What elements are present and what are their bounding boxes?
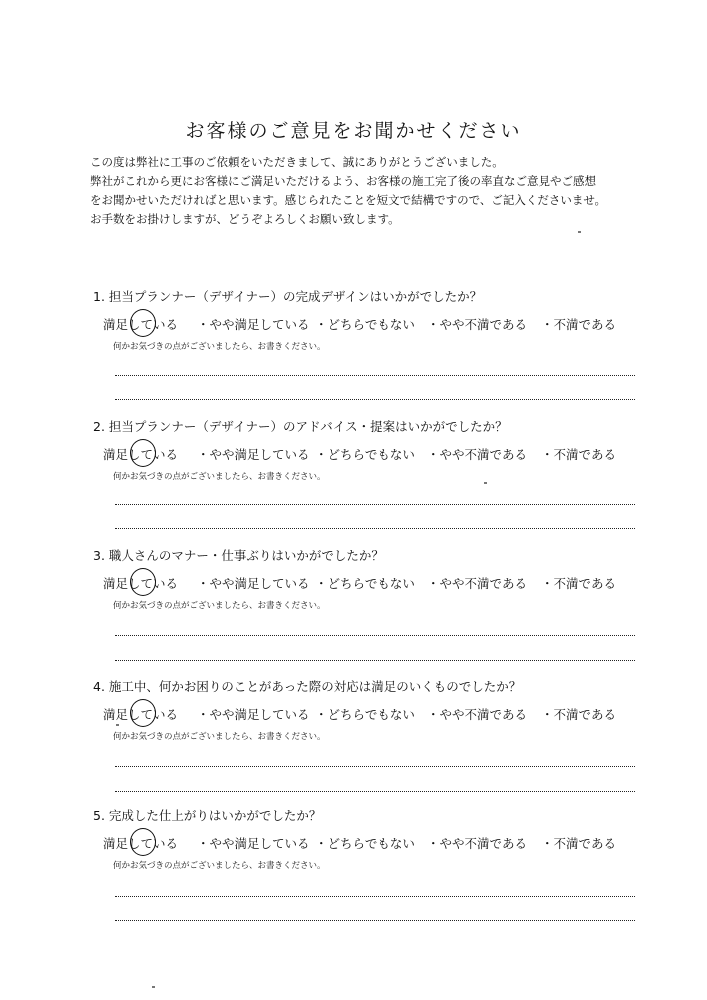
answer-options [93,705,653,725]
option-somewhat-satisfied[interactable]: ・やや満足している [197,576,310,591]
intro-text [90,153,650,229]
comment-line[interactable] [115,635,635,636]
scan-speck [152,986,155,988]
option-somewhat-satisfied[interactable]: ・やや満足している [197,447,310,462]
comment-line[interactable] [115,766,635,767]
question-title: 3. 職人さんのマナー・仕事ぶりはいかがでしたか？ [93,548,384,563]
intro-line: 弊社がこれから更にお客様にご満足いただけるよう、お客様の施工完了後の率直なご意見やご感想 [90,174,596,188]
intro-line: をお聞かせいただければと思います。感じられたことを短文で結構ですので、ご記入くださいませ。 [90,193,606,207]
option-satisfied[interactable]: 満足している [103,447,179,462]
intro-line: この度は弊社に工事のご依頼をいただきまして、誠にありがとうございました。 [90,155,504,169]
selection-circle [130,699,156,727]
question-3 [93,546,653,611]
comment-line[interactable] [115,660,635,661]
question-4 [93,677,653,742]
option-somewhat-satisfied[interactable]: ・やや満足している [197,836,310,851]
comment-line[interactable] [115,504,635,505]
option-somewhat-satisfied[interactable]: ・やや満足している [197,707,310,722]
option-somewhat-dissatisfied[interactable]: ・やや不満である [427,707,528,722]
option-neutral[interactable]: ・どちらでもない [315,707,415,722]
answer-options [93,834,653,854]
question-title: 4. 施工中、何かお困りのことがあった際の対応は満足のいくものでしたか？ [93,679,522,694]
option-neutral[interactable]: ・どちらでもない [315,317,415,332]
comment-hint: 何かお気づきの点がございましたら、お書きください。 [113,601,326,611]
question-title: 1. 担当プランナー（デザイナー）の完成デザインはいかがでしたか？ [93,289,483,304]
answer-options [93,574,653,594]
selection-circle [130,828,156,856]
selection-circle [130,439,156,467]
comment-hint: 何かお気づきの点がございましたら、お書きください。 [113,861,326,871]
question-title: 5. 完成した仕上がりはいかがでしたか？ [93,808,322,823]
answer-options [93,445,653,465]
option-neutral[interactable]: ・どちらでもない [315,836,415,851]
option-dissatisfied[interactable]: ・不満である [541,576,617,591]
answer-options [93,315,653,335]
option-dissatisfied[interactable]: ・不満である [541,836,617,851]
option-neutral[interactable]: ・どちらでもない [315,576,415,591]
scan-speck [116,724,119,726]
intro-line: お手数をお掛けしますが、どうぞよろしくお願い致します。 [90,212,400,226]
option-satisfied[interactable]: 満足している [103,707,179,722]
scan-speck [578,231,581,233]
option-somewhat-dissatisfied[interactable]: ・やや不満である [427,447,528,462]
question-5 [93,806,653,871]
comment-hint: 何かお気づきの点がございましたら、お書きください。 [113,472,326,482]
page-title: お客様のご意見をお聞かせください [185,120,522,142]
comment-line[interactable] [115,399,635,400]
option-satisfied[interactable]: 満足している [103,317,179,332]
comment-line[interactable] [115,791,635,792]
option-somewhat-dissatisfied[interactable]: ・やや不満である [427,576,528,591]
comment-line[interactable] [115,375,635,376]
option-dissatisfied[interactable]: ・不満である [541,447,617,462]
option-dissatisfied[interactable]: ・不満である [541,317,617,332]
selection-circle [130,309,156,337]
selection-circle [130,568,156,596]
comment-line[interactable] [115,528,635,529]
comment-hint: 何かお気づきの点がございましたら、お書きください。 [113,342,326,352]
scan-speck [484,482,487,484]
comment-hint: 何かお気づきの点がございましたら、お書きください。 [113,732,326,742]
question-title: 2. 担当プランナー（デザイナー）のアドバイス・提案はいかがでしたか？ [93,419,508,434]
comment-line[interactable] [115,920,635,921]
option-satisfied[interactable]: 満足している [103,576,179,591]
option-somewhat-satisfied[interactable]: ・やや満足している [197,317,310,332]
question-1 [93,287,653,352]
option-neutral[interactable]: ・どちらでもない [315,447,415,462]
option-somewhat-dissatisfied[interactable]: ・やや不満である [427,317,528,332]
option-satisfied[interactable]: 満足している [103,836,179,851]
option-dissatisfied[interactable]: ・不満である [541,707,617,722]
comment-line[interactable] [115,896,635,897]
question-2 [93,417,653,482]
option-somewhat-dissatisfied[interactable]: ・やや不満である [427,836,528,851]
